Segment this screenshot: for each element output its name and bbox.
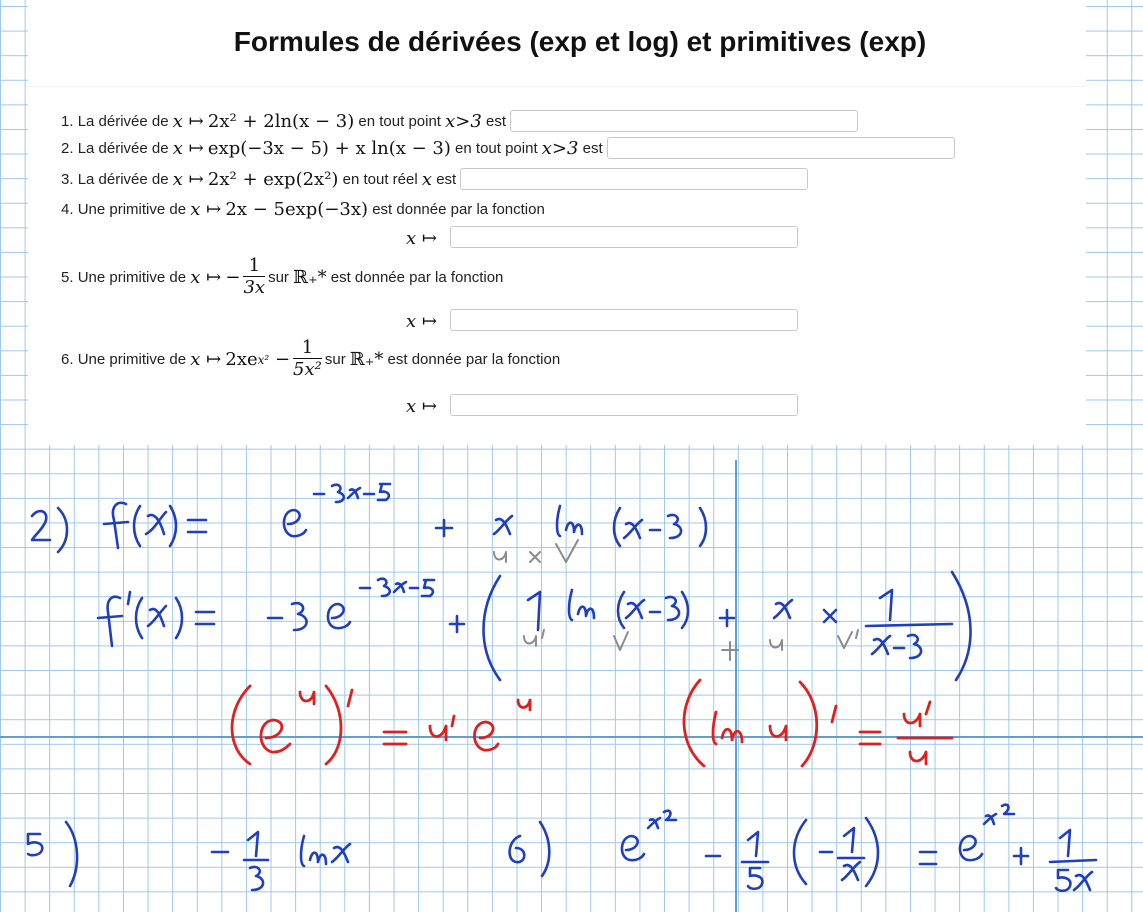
ink-1 [844,828,854,852]
question-number: 5. [61,269,74,286]
ink-plus [436,520,452,536]
ink-paren [700,508,706,546]
ink-1 [528,592,540,630]
minus-sign: − [269,349,291,370]
question-text: Une primitive de [77,201,187,218]
ink-e [284,510,306,536]
ink-x [332,844,350,862]
ink-3 [666,597,679,620]
answer-input-1[interactable] [510,110,858,132]
ink-equals [196,612,214,624]
ink-1 [748,832,758,856]
question-text: est donnée par la fonction [387,351,561,368]
condition: x>3 [541,137,579,159]
question-number: 2. [61,139,74,157]
maps-to: x ↦ [172,168,204,190]
question-number: 6. [61,351,74,368]
maps-to-prefix: x ↦ [406,228,437,249]
ink-paren [684,680,704,766]
ink-paren [618,592,624,628]
ink-paren [800,682,817,766]
ink-prime [832,706,836,722]
condition: x [421,168,433,190]
ink-1 [248,832,258,856]
maps-to-prefix: x ↦ [406,311,437,332]
ink-paren [134,506,140,546]
minus-sign: − [225,267,241,288]
ink-1 [880,590,892,620]
ink-uprime [904,702,930,726]
ink-big-paren-right [952,572,971,680]
ink-5 [1056,870,1070,891]
ink-plus [450,616,464,632]
answer-input-2[interactable] [607,137,955,159]
ink-e [328,604,350,628]
ink-u-superscript [518,700,530,710]
ink-3 [668,515,681,538]
page-title: Formules de dérivées (exp et log) et primitives (exp) [233,26,927,57]
question-text: sur [324,351,346,368]
question-5 [61,256,503,299]
ink-exponent [648,811,676,828]
panel-separator [28,86,1086,87]
ink-x [842,862,860,880]
function-expression: 2x − 5exp(−3x) [225,199,369,220]
fraction-denominator: 5x² [293,359,322,380]
ink-equals [860,732,880,744]
ink-fraction-bar [1050,860,1096,862]
question-text: est [436,170,457,188]
ink-fprime [98,592,130,646]
ink-5 [748,868,762,889]
fraction [293,338,322,381]
ink-exponent [314,484,390,502]
ink-ln [301,836,326,866]
grid-axis-vertical [735,460,737,912]
question-text: en tout réel [342,170,418,188]
ink-equals [188,520,206,532]
ink-3 [250,867,263,890]
ink-prime [348,690,352,706]
ink-f [104,503,128,548]
ink-e [960,836,982,860]
ink-paren [326,686,341,764]
question-text: en tout point [358,112,441,130]
ink-x [146,512,166,534]
ink-label-5 [28,834,42,855]
ink-label-6 [510,836,525,862]
ink-exponent [984,805,1014,824]
question-1 [61,110,858,132]
ink-label-2 [32,511,50,540]
question-number: 1. [61,112,74,130]
function-expression: 2x² + 2ln(x − 3) [207,110,355,132]
maps-to: x ↦ [190,199,222,220]
question-text: La dérivée de [77,170,169,188]
condition: x>3 [445,110,482,132]
question-text: La dérivée de [77,112,169,130]
ink-3 [292,603,307,630]
ink-paren [682,592,688,628]
maps-to: x ↦ [172,137,204,159]
question-4 [61,199,545,220]
ink-u [770,640,782,650]
ink-x [624,520,642,538]
ink-u [494,552,506,562]
domain: ℝ₊* [293,267,327,288]
question-2 [61,137,955,159]
question-text: en tout point [455,139,538,157]
ink-exponent [360,579,434,596]
ink-paren [614,508,620,546]
ink-x [872,636,890,654]
ink-equals [384,732,406,744]
ink-x [774,600,792,618]
ink-v [556,540,578,562]
maps-to: x ↦ [172,110,204,132]
function-expression: 2x² + exp(2x²) [207,168,339,190]
function-expression: exp(−3x − 5) + x ln(x − 3) [207,137,451,159]
ink-paren [232,686,250,764]
grid-axis-horizontal [0,736,1143,738]
ink-x [626,600,644,618]
ink-x [1074,872,1092,890]
ink-v [614,632,628,650]
answer-input-3[interactable] [460,168,808,190]
question-text: est donnée par la fonction [330,269,504,286]
ink-fraction-bar [866,624,952,626]
ink-x [494,516,512,534]
function-expression: 2xe [225,349,258,370]
ink-ln [557,506,582,536]
fraction [243,256,265,299]
ink-paren [176,598,182,638]
answer-input-5[interactable] [450,309,798,331]
ink-e [622,836,644,860]
fraction-denominator: 3x [243,277,266,298]
ink-vprime [838,630,858,648]
question-text: Une primitive de [77,269,187,286]
question-6 [61,338,560,381]
question-text: Une primitive de [77,351,187,368]
ink-ln [569,590,594,620]
ink-equals [920,852,936,864]
question-text: La dérivée de [77,139,169,157]
maps-to: x ↦ [190,267,222,288]
maps-to-prefix: x ↦ [406,396,437,417]
ink-times [530,552,540,562]
maps-to: x ↦ [190,349,222,370]
ink-1 [1060,830,1070,856]
ink-3 [908,635,921,658]
ink-paren [540,822,549,876]
ink-u-superscript [300,692,314,704]
ink-uprime [524,630,544,646]
ink-x [148,606,166,626]
ink-paren [58,508,67,552]
fraction-numerator: 1 [248,255,261,276]
exponent: x² [257,352,270,367]
question-text: sur [268,269,289,286]
ink-paren [170,506,176,546]
question-text: est donnée par la fonction [372,201,545,218]
domain: ℝ₊* [349,349,384,370]
question-text: est [582,139,603,157]
answer-input-4[interactable] [450,226,798,248]
question-number: 4. [61,201,74,218]
ink-times [824,610,836,622]
question-number: 3. [61,170,74,188]
ink-u [910,752,926,764]
ink-paren [136,598,142,638]
question-3 [61,168,808,190]
answer-input-6[interactable] [450,394,798,416]
ink-big-paren-left [794,820,806,884]
ink-ln [713,712,742,744]
ink-big-paren-right [866,818,878,886]
question-text: est [486,112,507,130]
ink-big-paren-left [484,576,501,680]
ink-plus [720,610,734,626]
ink-paren [66,822,77,886]
fraction-numerator: 1 [301,337,314,358]
ink-plus [1014,848,1028,864]
